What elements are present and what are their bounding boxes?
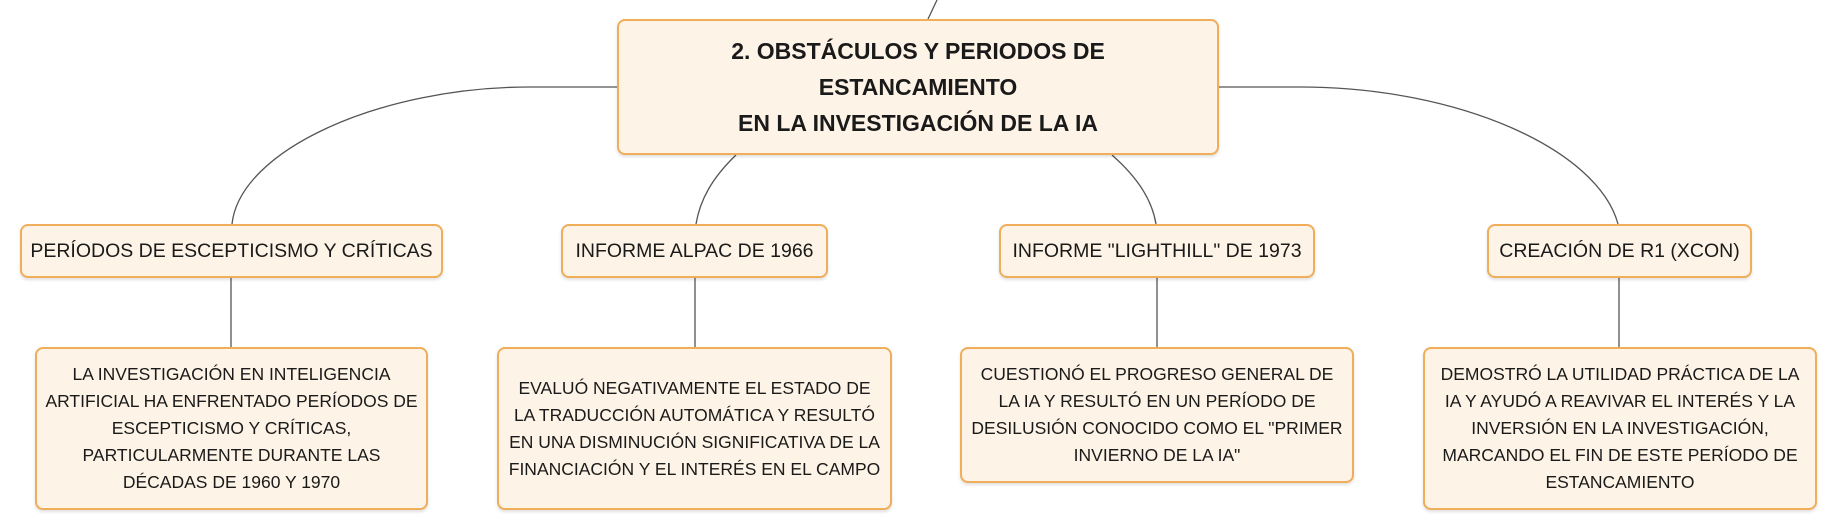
detail-lighthill[interactable] [960,347,1354,483]
connector-incoming [928,0,937,19]
detail-escepticismo[interactable] [35,347,428,510]
detail-text: DEMOSTRÓ LA UTILIDAD PRÁCTICA DE LA IA Y AYUDÓ A REAVIVAR EL INTERÉS Y LA INVERSIÓN EN LA INVESTIGACIÓN, MARCANDO EL FIN DE ESTE PERÍODO DE ESTANCAMIENTO [1440,364,1800,492]
connector-root-to-branch-4 [1219,87,1618,224]
branch-topic-label: INFORME ALPAC DE 1966 [575,240,814,262]
connector-root-to-branch-3 [1112,155,1156,224]
detail-text: CUESTIONÓ EL PROGRESO GENERAL DE LA IA Y RESULTÓ EN UN PERÍODO DE DESILUSIÓN CONOCIDO COMO EL "PRIMER INVIERNO DE LA IA" [971,364,1343,465]
branch-topic-alpac[interactable] [561,224,828,278]
branch-topic-label: CREACIÓN DE R1 (XCON) [1499,240,1740,262]
branch-topic-label: PERÍODOS DE ESCEPTICISMO Y CRÍTICAS [30,240,433,262]
branch-topic-label: INFORME "LIGHTHILL" DE 1973 [1012,240,1302,262]
detail-alpac[interactable] [497,347,892,510]
detail-text: LA INVESTIGACIÓN EN INTELIGENCIA ARTIFICIAL HA ENFRENTADO PERÍODOS DE ESCEPTICISMO Y CRÍTICAS, PARTICULARMENTE DURANTE LAS DÉCADAS DE 1960 Y 1970 [45,364,418,492]
branch-topic-lighthill[interactable] [999,224,1315,278]
detail-r1-xcon[interactable] [1423,347,1817,510]
central-topic-text [631,33,1205,141]
central-topic[interactable] [617,19,1219,155]
connector-root-to-branch-1 [232,87,617,224]
connector-root-to-branch-2 [696,155,736,224]
central-topic-line-1: 2. OBSTÁCULOS Y PERIODOS DE ESTANCAMIENTO [731,38,1105,100]
branch-topic-r1-xcon[interactable] [1487,224,1752,278]
branch-topic-escepticismo[interactable] [20,224,443,278]
central-topic-line-2: EN LA INVESTIGACIÓN DE LA IA [738,110,1098,136]
detail-text: EVALUÓ NEGATIVAMENTE EL ESTADO DE LA TRADUCCIÓN AUTOMÁTICA Y RESULTÓ EN UNA DISMINUCIÓN SIGNIFICATIVA DE LA FINANCIACIÓN Y EL INTERÉS EN EL CAMPO [508,377,881,479]
